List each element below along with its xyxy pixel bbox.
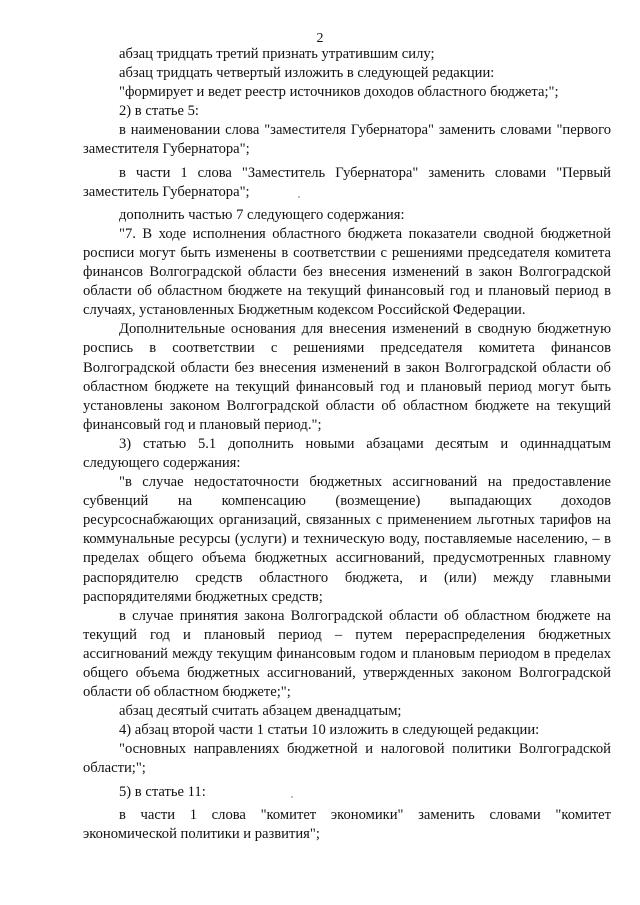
paragraph: "в случае недостаточности бюджетных ассигнований на предоставление субвенций на компенсацию (возмещение) выпадающих доходов ресурсоснабжающих организаций, связанных с применением льготных тарифов на коммунальные ресурсы (услуги) и техническую воду, поставляемые населению, – в пределах общего объема бюджетных ассигнований, предусмотренных главному распорядителю средств областного бюджета, и (или) между главными распорядителями бюджетных средств;: [83, 474, 611, 605]
paragraph: в наименовании слова "заместителя Губернатора" заменить словами "первого заместителя Губернатора";: [83, 122, 611, 158]
paragraph: 2) в статье 5:: [119, 103, 199, 120]
paragraph: "основных направлениях бюджетной и налоговой политики Волгоградской области;";: [83, 741, 611, 777]
document-body: [83, 45, 611, 844]
paragraph: 4) абзац второй части 1 статьи 10 изложить в следующей редакции:: [119, 722, 540, 739]
paragraph: дополнить частью 7 следующего содержания:: [119, 206, 405, 223]
paragraph: абзац тридцать третий признать утратившим силу;: [119, 46, 435, 62]
paragraph: в части 1 слова "Заместитель Губернатора" заменить словами "Первый заместитель Губернатора";: [83, 164, 611, 200]
paragraph: в части 1 слова "комитет экономики" заменить словами "комитет экономической политики и развития";: [83, 806, 611, 842]
paragraph: абзац тридцать четвертый изложить в следующей редакции:: [119, 65, 495, 82]
paragraph: 3) статью 5.1 дополнить новыми абзацами десятым и одиннадцатым следующего содержания:: [83, 435, 611, 471]
paragraph: Дополнительные основания для внесения изменений в сводную бюджетную роспись в соответствии с решениями председателя комитета финансов Волгоградской области без внесения изменений в закон Волгоградской области об областном бюджете на текущий финансовый год и плановый период могут быть установлены законом Волгоградской области об областном бюджете на текущий финансовый год и плановый период.";: [83, 321, 611, 433]
page-number: 2: [316, 31, 324, 46]
scan-speck: [291, 796, 293, 798]
scan-speck: [298, 196, 300, 198]
paragraph: "формирует и ведет реестр источников доходов областного бюджета;";: [119, 84, 559, 101]
paragraph: в случае принятия закона Волгоградской области об областном бюджете на текущий год и плановый период – путем перераспределения бюджетных ассигнований между текущим финансовым годом и плановым периодом в пределах общего объема бюджетных ассигнований, утвержденных законом Волгоградской области об областном бюджете;";: [83, 607, 611, 701]
paragraph: "7. В ходе исполнения областного бюджета показатели сводной бюджетной росписи могут быть изменены в соответствии с решениями председателя комитета финансов Волгоградской области без внесения изменений в закон Волгоградской области об областном бюджете на текущий финансовый год и плановый период в случаях, установленных Бюджетным кодексом Российской Федерации.: [83, 225, 611, 319]
paragraph: 5) в статье 11:: [119, 783, 206, 800]
paragraph: абзац десятый считать абзацем двенадцатым;: [119, 703, 402, 720]
